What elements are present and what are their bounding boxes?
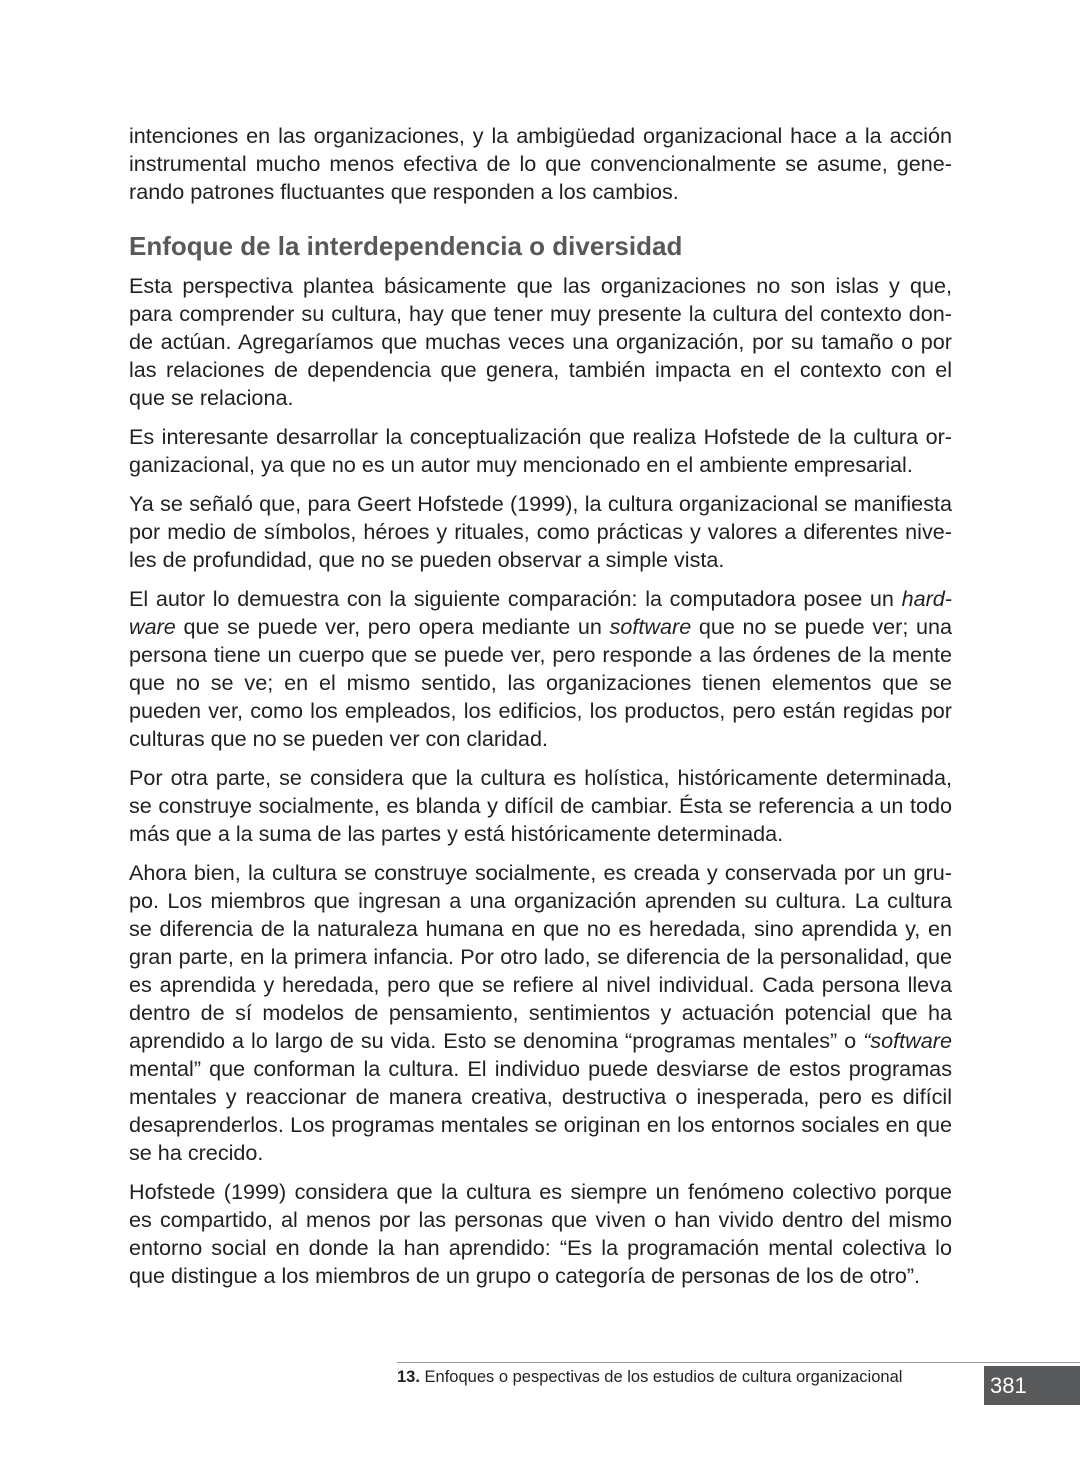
text-run: que se puede ver, pero opera mediante un — [175, 614, 610, 639]
paragraph — [129, 859, 952, 1167]
paragraph: Esta perspectiva plantea básicamente que las organizaciones no son islas y que, para comprender su cultura, hay que tener muy presente la cultura del contexto donde actúan. Agregaríamos que muchas veces una organización, por su tamaño o por las relaciones de dependencia que genera, también impacta en el contexto con el que se relaciona. — [129, 273, 952, 410]
paragraph: Por otra parte, se considera que la cultura es holística, históricamente determinada, se construye socialmente, es blanda y difícil de cambiar. Ésta se referencia a un todo más que a la suma de las partes y está históricamente determinada. — [129, 765, 952, 846]
paragraph: Es interesante desarrollar la conceptualización que realiza Hofstede de la cultura organizacional, ya que no es un autor muy mencionado en el ambiente empresarial. — [129, 424, 952, 477]
chapter-number: 13. — [397, 1368, 420, 1386]
text-run: que no se puede ver; una persona tiene un cuerpo que se puede ver, pero responde a las órdenes de la mente que no se ve; en el mismo sentido, las organizaciones tienen elementos que se pueden ver, como los empleados, los edificios, los productos, pero están regidas por culturas que no se pueden ver con claridad. — [129, 614, 952, 751]
footer-rule — [397, 1362, 1080, 1363]
running-footer — [397, 1366, 957, 1388]
paragraph: Hofstede (1999) considera que la cultura es siempre un fenómeno colectivo porque es compartido, al menos por las personas que viven o han vivido dentro del mismo entorno social en donde la han aprendido: “Es la programación mental colectiva lo que distingue a los miembros de un grupo o categoría de personas de los de otro”. — [129, 1179, 952, 1288]
text-run: Ahora bien, la cultura se construye socialmente, es creada y conservada por un grupo. Los miembros que ingresan a una organización aprenden su cultura. La cultura se diferencia de la naturaleza humana en que no es heredada, sino aprendida y, en gran parte, en la primera infancia. Por otro lado, se diferencia de la personalidad, que es aprendida y heredada, pero que se refiere al nivel individual. Cada persona lleva dentro de sí modelos de pensamiento, sentimientos y actuación potencial que ha aprendido a lo largo de su vida. Esto se denomina “programas mentales” o — [129, 860, 952, 1053]
italic-term: hardware — [129, 586, 952, 639]
text-run: mental” que conforman la cultura. El individuo puede desviarse de estos programas mentales y reaccionar de manera creativa, destructiva o inesperada, pero es difícil desaprenderlos. Los programas mentales se originan en los entornos sociales en que se ha crecido. — [129, 1056, 952, 1165]
page-body — [129, 122, 952, 1301]
section-heading: Enfoque de la interdependencia o diversidad — [129, 231, 683, 261]
page-number: 381 — [990, 1373, 1027, 1398]
chapter-title: Enfoques o pespectivas de los estudios de cultura organizacional — [419, 1368, 903, 1386]
italic-term: “software — [863, 1028, 952, 1053]
paragraph: Ya se señaló que, para Geert Hofstede (1999), la cultura organizacional se manifiesta por medio de símbolos, héroes y rituales, como prácticas y valores a diferentes niveles de profundidad, que no se pueden observar a simple vista. — [129, 491, 952, 572]
text-run: El autor lo demuestra con la siguiente comparación: la computadora posee un — [129, 586, 902, 611]
italic-term: software — [609, 614, 692, 639]
paragraph: intenciones en las organizaciones, y la ambigüedad organizacional hace a la acción instrumental mucho menos efectiva de lo que convencionalmente se asume, generando patrones fluctuantes que responden a los cambios. — [129, 123, 952, 204]
paragraph — [129, 585, 952, 753]
